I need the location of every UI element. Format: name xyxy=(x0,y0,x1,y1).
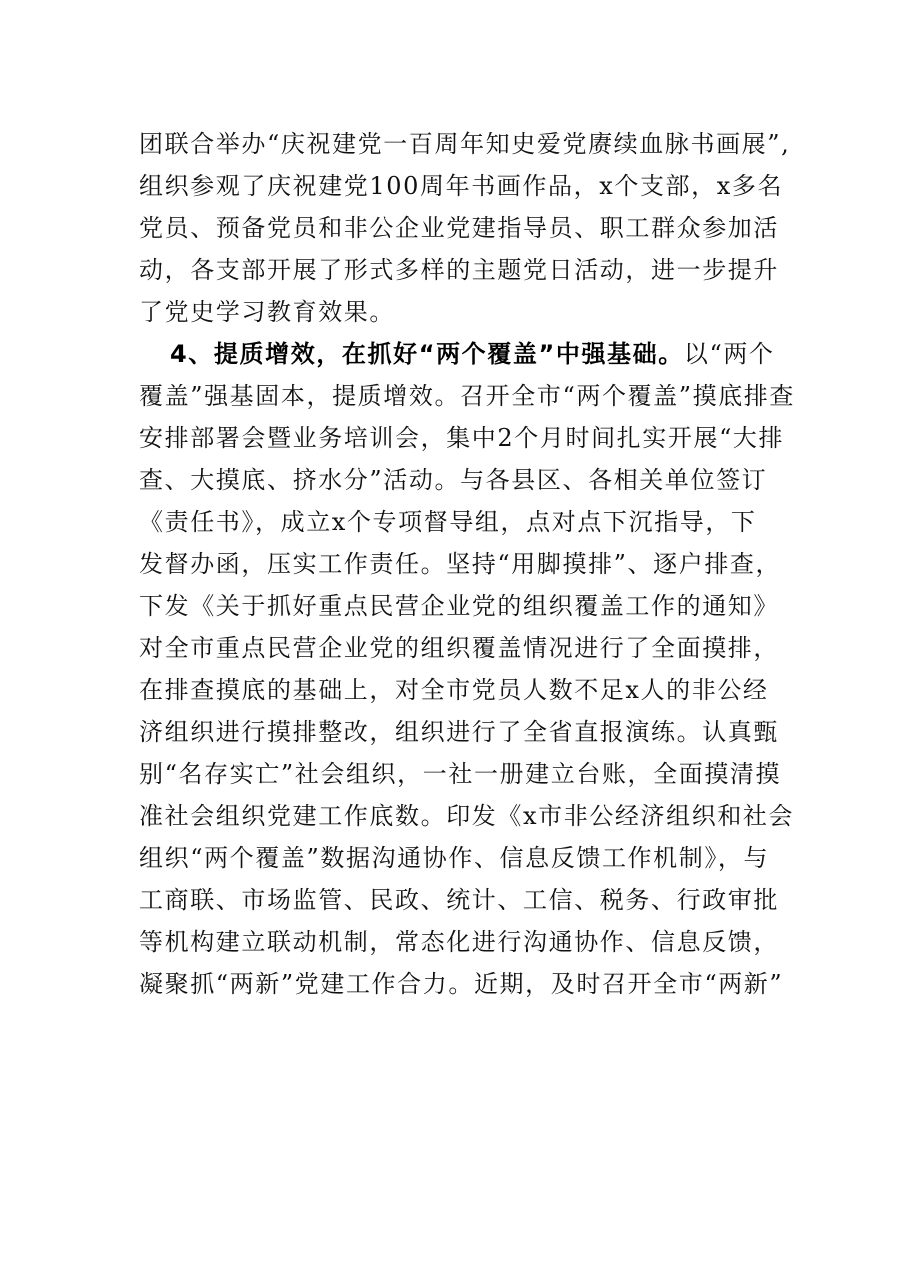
text-line: 覆盖”强基固本，提质增效。召开全市“两个覆盖”摸底排查 xyxy=(139,382,796,410)
text-line: 准社会组织党建工作底数。印发《x市非公经济组织和社会 xyxy=(139,802,795,830)
text-line: 团联合举办“庆祝建党一百周年知史爱党赓续血脉书画展”, xyxy=(139,130,791,158)
text-span: 以“两个 xyxy=(683,340,775,368)
text-line: 对全市重点民营企业党的组织覆盖情况进行了全面摸排， xyxy=(139,634,779,662)
text-line: 工商联、市场监管、民政、统计、工信、税务、行政审批 xyxy=(139,886,779,914)
text-line: 组织参观了庆祝建党100周年书画作品，x个支部，x多名 xyxy=(139,172,784,200)
text-line: 凝聚抓“两新”党建工作合力。近期，及时召开全市“两新” xyxy=(139,970,784,998)
text-line: 《责任书》，成立x个专项督导组，点对点下沉指导，下 xyxy=(139,508,757,536)
text-line: 等机构建立联动机制，常态化进行沟通协作、信息反馈， xyxy=(139,928,779,956)
text-line: 党员、预备党员和非公企业党建指导员、职工群众参加活 xyxy=(139,214,779,242)
text-line: 别“名存实亡”社会组织，一社一册建立台账，全面摸清摸 xyxy=(139,760,782,788)
text-line: 动，各支部开展了形式多样的主题党日活动，进一步提升 xyxy=(139,256,779,284)
text-line: 发督办函，压实工作责任。坚持“用脚摸排”、逐户排查， xyxy=(139,550,782,578)
section-heading-line xyxy=(170,334,780,374)
text-line: 下发《关于抓好重点民营企业党的组织覆盖工作的通知》 xyxy=(139,592,779,620)
text-line: 查、大摸底、挤水分”活动。与各县区、各相关单位签订 xyxy=(139,466,768,494)
text-line: 了党史学习教育效果。 xyxy=(139,298,395,326)
text-line: 安排部署会暨业务培训会，集中2个月时间扎实开展“大排 xyxy=(139,424,785,452)
text-line: 济组织进行摸排整改，组织进行了全省直报演练。认真甄 xyxy=(139,718,779,746)
text-line: 在排查摸底的基础上，对全市党员人数不足x人的非公经 xyxy=(139,676,769,704)
text-line: 组织“两个覆盖”数据沟通协作、信息反馈工作机制》，与 xyxy=(139,844,770,872)
section-heading: 4、提质增效，在抓好“两个覆盖”中强基础。 xyxy=(170,340,684,368)
